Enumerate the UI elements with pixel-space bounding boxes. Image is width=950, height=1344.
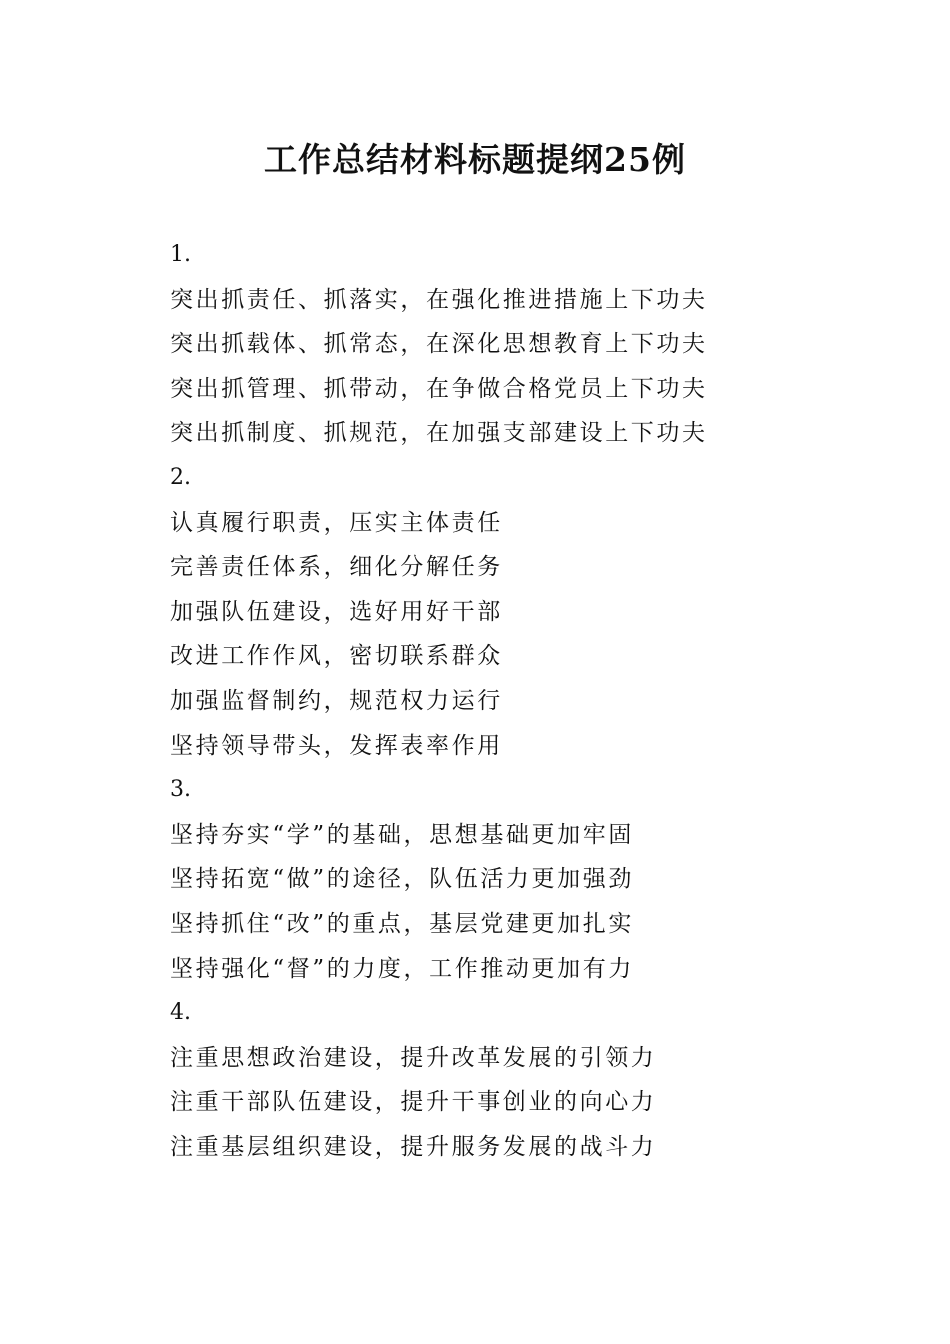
outline-line: 注重基层组织建设，提升服务发展的战斗力 <box>170 1133 657 1160</box>
outline-line: 加强监督制约，规范权力运行 <box>170 687 503 714</box>
section-number: 4. <box>170 1000 191 1026</box>
outline-line: 完善责任体系，细化分解任务 <box>170 554 503 581</box>
outline-line: 坚持强化“督”的力度，工作推动更加有力 <box>170 955 634 982</box>
outline-line: 注重思想政治建设，提升改革发展的引领力 <box>170 1044 657 1071</box>
outline-line: 改进工作作风，密切联系群众 <box>170 643 503 670</box>
section-number: 1. <box>170 242 191 267</box>
outline-line: 突出抓责任、抓落实，在强化推进措施上下功夫 <box>170 286 708 313</box>
document-title: 工作总结材料标题提纲25例 <box>264 140 686 179</box>
outline-line: 突出抓载体、抓常态，在深化思想教育上下功夫 <box>170 331 708 358</box>
outline-line: 加强队伍建设，选好用好干部 <box>170 598 503 625</box>
outline-line: 坚持拓宽“做”的途径，队伍活力更加强劲 <box>170 866 634 893</box>
outline-line: 认真履行职责，压实主体责任 <box>170 509 503 536</box>
outline-line: 突出抓管理、抓带动，在争做合格党员上下功夫 <box>170 375 708 402</box>
outline-line: 突出抓制度、抓规范，在加强支部建设上下功夫 <box>170 420 708 447</box>
outline-line: 坚持领导带头，发挥表率作用 <box>170 732 503 759</box>
outline-line: 坚持夯实“学”的基础，思想基础更加牢固 <box>170 821 634 848</box>
outline-line: 注重干部队伍建设，提升干事创业的向心力 <box>170 1089 657 1116</box>
outline-line: 坚持抓住“改”的重点，基层党建更加扎实 <box>170 910 634 937</box>
section-number: 2. <box>170 464 191 490</box>
document-body <box>170 233 870 1169</box>
section-number: 3. <box>170 777 191 803</box>
